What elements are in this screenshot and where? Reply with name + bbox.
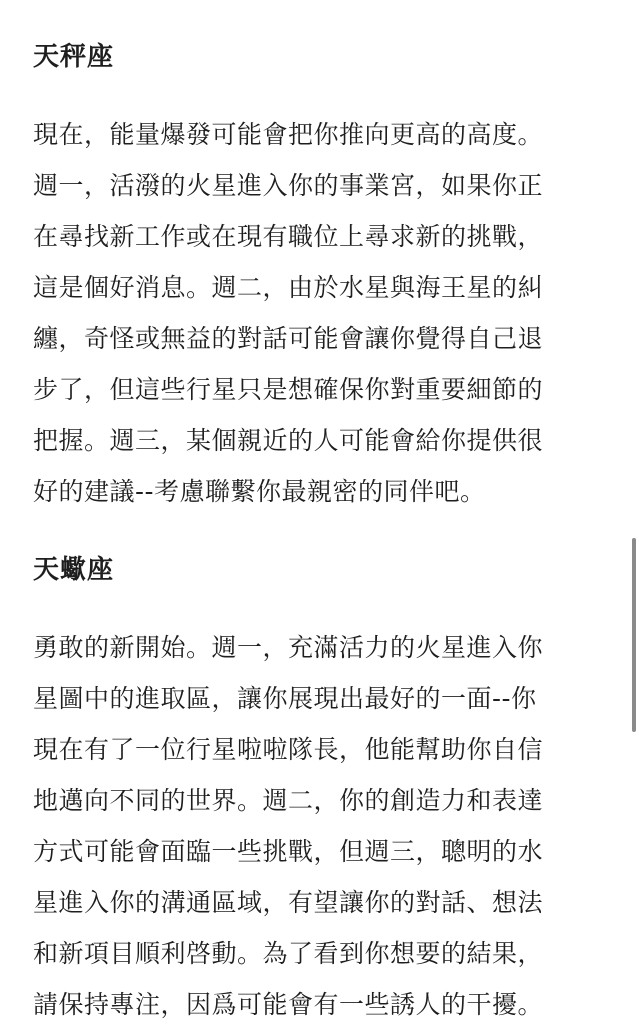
paragraph-line: 地邁向不同的世界。週二，你的創造力和表達: [33, 786, 544, 815]
vertical-scrollbar[interactable]: [632, 538, 636, 732]
paragraph-line: 勇敢的新開始。週一，充滿活力的火星進入你: [33, 633, 544, 662]
paragraph-line: 在尋找新工作或在現有職位上尋求新的挑戰，: [33, 222, 544, 251]
paragraph-line: 和新項目順利啓動。為了看到你想要的結果，: [33, 939, 544, 968]
section-paragraph-scorpio: [33, 622, 613, 1030]
paragraph-line: 現在，能量爆發可能會把你推向更高的高度。: [33, 120, 544, 149]
paragraph-line: 方式可能會面臨一些挑戰，但週三，聰明的水: [33, 837, 544, 866]
paragraph-line: 星進入你的溝通區域，有望讓你的對話、想法: [33, 888, 544, 917]
paragraph-line: 把握。週三，某個親近的人可能會給你提供很: [33, 426, 544, 455]
paragraph-line: 纏，奇怪或無益的對話可能會讓你覺得自己退: [33, 324, 544, 353]
paragraph-line: 好的建議--考慮聯繫你最親密的同伴吧。: [33, 477, 486, 506]
paragraph-line: 現在有了一位行星啦啦隊長，他能幫助你自信: [33, 735, 544, 764]
section-heading-scorpio: 天蠍座: [33, 555, 115, 585]
paragraph-line: 週一，活潑的火星進入你的事業宮，如果你正: [33, 171, 544, 200]
paragraph-line: 星圖中的進取區，讓你展現出最好的一面--你: [33, 684, 537, 713]
paragraph-line: 步了，但這些行星只是想確保你對重要細節的: [33, 375, 544, 404]
paragraph-line: 請保持專注，因爲可能會有一些誘人的干擾。: [33, 990, 544, 1019]
section-paragraph-libra: [33, 109, 613, 517]
paragraph-line: 這是個好消息。週二，由於水星與海王星的糾: [33, 273, 544, 302]
section-heading-libra: 天秤座: [33, 42, 115, 72]
